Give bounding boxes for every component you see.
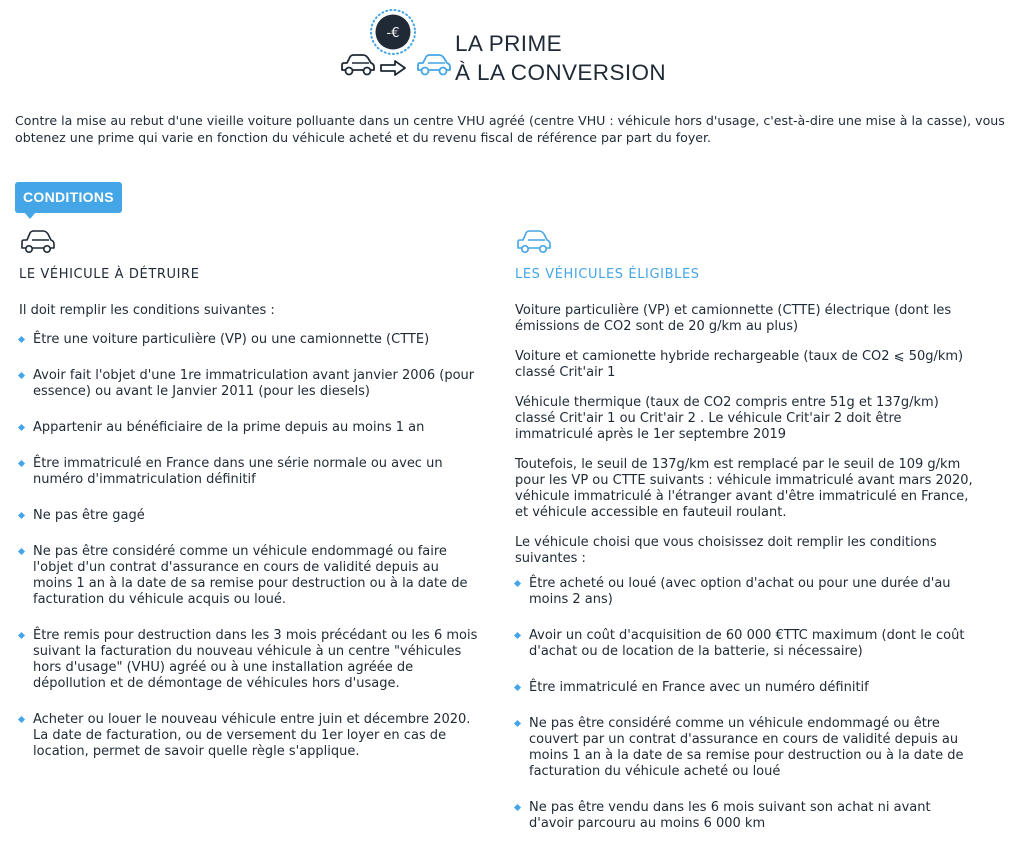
eligible-paragraph: Véhicule thermique (taux de CO2 compris entre 51g et 137g/km) classé Crit'air 1 ou Crit'air 2 . Le véhicule Crit'air 2 doit être immatriculé après le 1er septembre 2019 xyxy=(515,395,939,442)
header xyxy=(336,8,736,88)
list-item: Avoir un coût d'acquisition de 60 000 €TTC maximum (dont le coût d'achat ou de location de la batterie, si nécessaire) xyxy=(515,628,975,660)
page-title-line-2: À LA CONVERSION xyxy=(455,60,667,85)
list-item: Être acheté ou loué (avec option d'achat ou pour une durée d'au moins 2 ans) xyxy=(515,576,975,608)
arrow-right-icon xyxy=(381,61,405,75)
eligible-vehicles-section xyxy=(515,228,975,852)
list-item: Être une voiture particulière (VP) ou une camionnette (CTTE) xyxy=(19,332,479,348)
left-lead-text: Il doit remplir les conditions suivantes : xyxy=(19,303,275,318)
car-icon xyxy=(342,55,374,75)
list-item: Être remis pour destruction dans les 3 mois précédant ou les 6 mois suivant la facturation du nouveau véhicule à un centre "véhicules hors d'usage" (VHU) agréé ou à une installation agréée de dépollution et de démontage de véhicules hors d'usage. xyxy=(19,628,479,692)
list-item: Ne pas être considéré comme un véhicule endommagé ou faire l'objet d'un contrat d'assurance en cours de validité depuis au moins 1 an à la date de sa remise pour destruction ou à la date de facturation du véhicule acquis ou loué. xyxy=(19,544,479,608)
list-item: Avoir fait l'objet d'une 1re immatriculation avant janvier 2006 (pour essence) ou avant le Janvier 2011 (pour les diesels) xyxy=(19,368,479,400)
left-conditions-list xyxy=(19,332,479,760)
intro-text: Contre la mise au rebut d'une vieille voiture polluante dans un centre VHU agréé (centre VHU : véhicule hors d'usage, c'est-à-dire une mise à la casse), vous obtenez une prime qui varie en fonction du véhicule acheté et du revenu fiscal de référence par part du foyer. xyxy=(15,113,1005,145)
list-item: Ne pas être considéré comme un véhicule endommagé ou être couvert par un contrat d'assurance en cours de validité depuis au moins 1 an à la date de sa remise pour destruction ou à la date de facturation du véhicule acheté ou loué xyxy=(515,716,975,780)
eligible-paragraph: Toutefois, le seuil de 137g/km est remplacé par le seuil de 109 g/km pour les VP ou CTTE suivants : véhicule immatriculé avant mars 2020, véhicule immatriculé à l'étranger avant d'être immatriculé en France, et véhicule accessible en fauteuil roulant. xyxy=(515,457,973,520)
list-item: Être immatriculé en France avec un numéro définitif xyxy=(515,680,975,696)
page-title-line-1: LA PRIME xyxy=(455,31,562,56)
header-illustration xyxy=(336,8,456,88)
euro-badge-text: -€ xyxy=(386,26,400,41)
page-title xyxy=(455,29,666,87)
car-icon xyxy=(515,228,553,255)
car-icon xyxy=(418,55,450,75)
section-heading-left: LE VÉHICULE À DÉTRUIRE xyxy=(19,267,200,282)
section-heading-right: LES VÉHICULES ÉLIGIBLES xyxy=(515,267,700,282)
list-item: Ne pas être vendu dans les 6 mois suivant son achat ni avant d'avoir parcouru au moins 6 000 km xyxy=(515,800,975,832)
list-item: Acheter ou louer le nouveau véhicule entre juin et décembre 2020. La date de facturation, ou de versement du 1er loyer en cas de location, permet de savoir quelle règle s'applique. xyxy=(19,712,479,760)
eligible-paragraph: Voiture particulière (VP) et camionnette (CTTE) électrique (dont les émissions de CO2 sont de 20 g/km au plus) xyxy=(515,303,952,334)
list-item: Appartenir au bénéficiaire de la prime depuis au moins 1 an xyxy=(19,420,479,436)
right-conditions-list xyxy=(515,576,975,832)
vehicle-to-destroy-section xyxy=(19,228,479,780)
conditions-badge-pointer xyxy=(24,212,36,219)
list-item: Ne pas être gagé xyxy=(19,508,479,524)
euro-badge-icon xyxy=(371,10,415,54)
car-icon xyxy=(19,228,57,255)
list-item: Être immatriculé en France dans une série normale ou avec un numéro d'immatriculation définitif xyxy=(19,456,479,488)
eligible-paragraph: Le véhicule choisi que vous choisissez doit remplir les conditions suivantes : xyxy=(515,535,937,566)
conditions-badge: CONDITIONS xyxy=(15,182,122,213)
eligible-paragraph: Voiture et camionette hybride rechargeable (taux de CO2 ⩽ 50g/km) classé Crit'air 1 xyxy=(515,349,964,380)
